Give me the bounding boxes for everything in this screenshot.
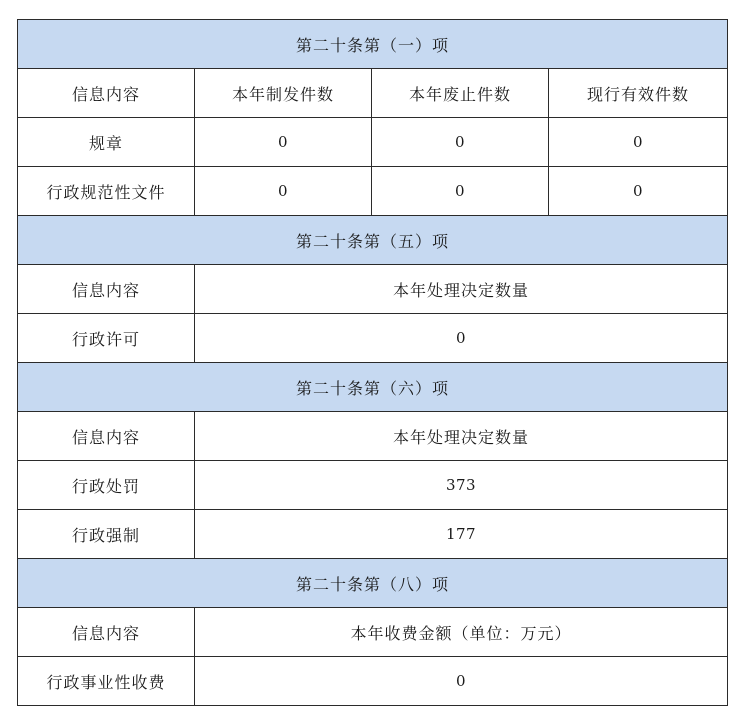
- table-row: [18, 657, 728, 706]
- column-header-info: 信息内容: [18, 265, 195, 314]
- column-header-issued: 本年制发件数: [195, 69, 372, 118]
- column-header-info: 信息内容: [18, 608, 195, 657]
- section-header-row: [18, 363, 728, 412]
- cell-value: 0: [195, 314, 728, 363]
- row-label: 行政规范性文件: [18, 167, 195, 216]
- row-label: 行政事业性收费: [18, 657, 195, 706]
- row-label: 规章: [18, 118, 195, 167]
- cell-value: 0: [549, 118, 728, 167]
- section-title: 第二十条第（五）项: [18, 216, 728, 265]
- table-row: [18, 167, 728, 216]
- column-header-row: [18, 69, 728, 118]
- column-header-row: [18, 265, 728, 314]
- section-header-row: [18, 20, 728, 69]
- table-row: [18, 510, 728, 559]
- cell-value: 177: [195, 510, 728, 559]
- column-header-row: [18, 608, 728, 657]
- column-header-row: [18, 412, 728, 461]
- cell-value: 0: [549, 167, 728, 216]
- section-title: 第二十条第（八）项: [18, 559, 728, 608]
- cell-value: 0: [372, 118, 549, 167]
- cell-value: 0: [195, 118, 372, 167]
- cell-value: 373: [195, 461, 728, 510]
- row-label: 行政强制: [18, 510, 195, 559]
- column-header-fee-amount: 本年收费金额（单位：万元）: [195, 608, 728, 657]
- section-header-row: [18, 216, 728, 265]
- cell-value: 0: [195, 167, 372, 216]
- section-title: 第二十条第（一）项: [18, 20, 728, 69]
- section-header-row: [18, 559, 728, 608]
- disclosure-table: [17, 19, 728, 706]
- column-header-info: 信息内容: [18, 412, 195, 461]
- column-header-info: 信息内容: [18, 69, 195, 118]
- cell-value: 0: [195, 657, 728, 706]
- table-row: [18, 314, 728, 363]
- row-label: 行政处罚: [18, 461, 195, 510]
- cell-value: 0: [372, 167, 549, 216]
- table-row: [18, 118, 728, 167]
- row-label: 行政许可: [18, 314, 195, 363]
- column-header-effective: 现行有效件数: [549, 69, 728, 118]
- table-row: [18, 461, 728, 510]
- column-header-abolished: 本年废止件数: [372, 69, 549, 118]
- column-header-decisions: 本年处理决定数量: [195, 265, 728, 314]
- section-title: 第二十条第（六）项: [18, 363, 728, 412]
- column-header-decisions: 本年处理决定数量: [195, 412, 728, 461]
